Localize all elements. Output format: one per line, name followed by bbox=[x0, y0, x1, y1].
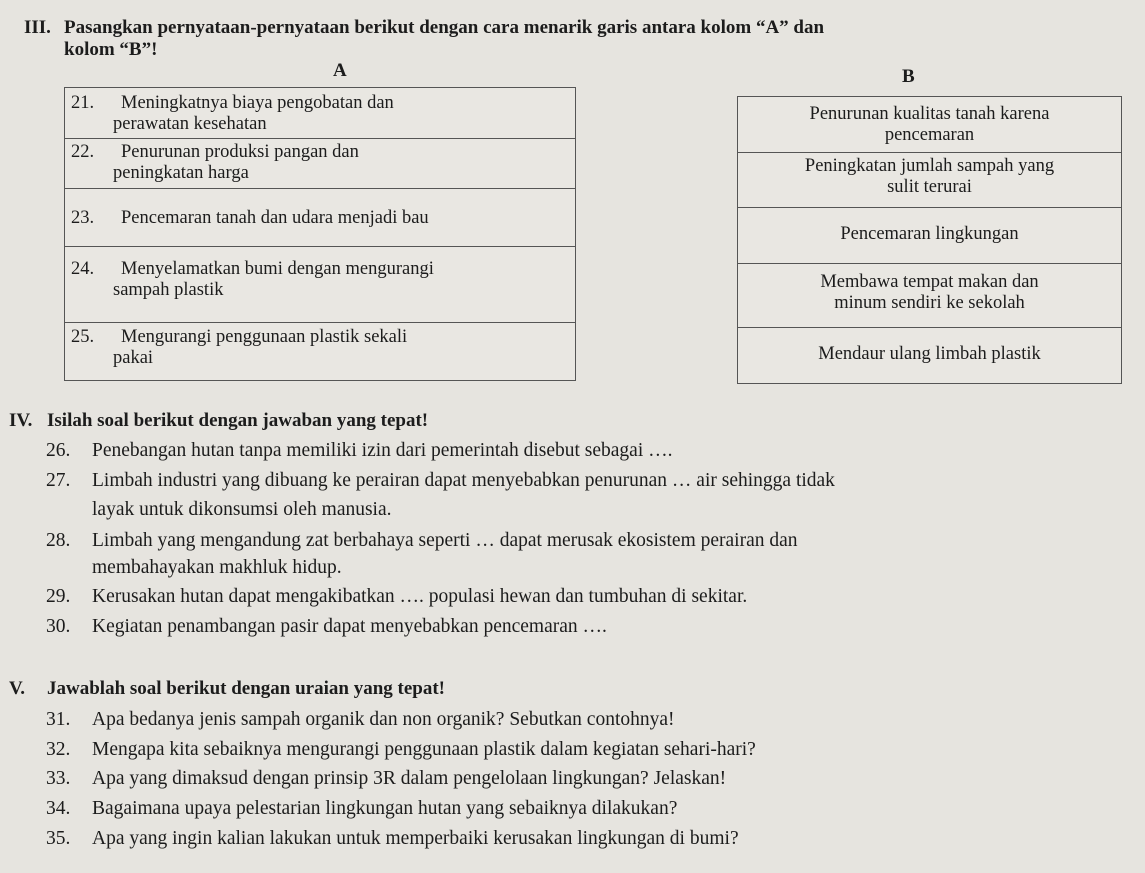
column-a-row bbox=[65, 189, 575, 247]
section-3-number: III. bbox=[24, 17, 51, 38]
essay-item bbox=[46, 825, 739, 852]
section-4-number: IV. bbox=[9, 410, 33, 431]
column-b-label: B bbox=[902, 66, 915, 87]
essay-item bbox=[46, 736, 756, 763]
question-text-cont: membahayakan makhluk hidup. bbox=[92, 557, 342, 578]
section-5-title: Jawablah soal berikut dengan uraian yang tepat! bbox=[47, 678, 446, 699]
question-number: 34. bbox=[46, 798, 71, 819]
question-text: Limbah industri yang dibuang ke perairan dapat menyebabkan penurunan … air sehingga tidak bbox=[92, 470, 835, 491]
essay-item bbox=[46, 795, 677, 822]
row-text: Membawa tempat makan dan bbox=[820, 272, 1039, 292]
row-number: 23. bbox=[71, 208, 95, 228]
row-text: Meningkatnya biaya pengobatan dan bbox=[121, 93, 394, 113]
question-item bbox=[46, 467, 835, 494]
row-text-cont: sampah plastik bbox=[113, 280, 224, 300]
column-a-label: A bbox=[333, 60, 347, 81]
row-text: Menyelamatkan bumi dengan mengurangi bbox=[121, 259, 434, 279]
row-text: Pencemaran tanah dan udara menjadi bau bbox=[121, 208, 429, 228]
question-item bbox=[46, 527, 798, 554]
question-text-cont: layak untuk dikonsumsi oleh manusia. bbox=[92, 499, 392, 520]
column-b-row bbox=[738, 208, 1121, 264]
question-item bbox=[46, 613, 607, 640]
row-number: 21. bbox=[71, 93, 95, 113]
question-text: Bagaimana upaya pelestarian lingkungan hutan yang sebaiknya dilakukan? bbox=[92, 798, 678, 819]
column-b-row bbox=[738, 97, 1121, 153]
question-item bbox=[46, 583, 747, 610]
question-number: 35. bbox=[46, 828, 71, 849]
column-b-row bbox=[738, 264, 1121, 328]
section-4-title: Isilah soal berikut dengan jawaban yang tepat! bbox=[47, 410, 429, 431]
row-text-cont: pakai bbox=[113, 348, 154, 368]
section-5-heading bbox=[9, 678, 445, 700]
row-text-cont: minum sendiri ke sekolah bbox=[834, 293, 1025, 313]
section-3-heading bbox=[24, 17, 1104, 61]
question-text: Apa yang dimaksud dengan prinsip 3R dalam pengelolaan lingkungan? Jelaskan! bbox=[92, 768, 727, 789]
row-text: Pencemaran lingkungan bbox=[840, 224, 1019, 244]
row-text-cont: pencemaran bbox=[884, 125, 975, 145]
question-text: Kegiatan penambangan pasir dapat menyebabkan pencemaran …. bbox=[92, 616, 607, 637]
row-text: Mengurangi penggunaan plastik sekali bbox=[121, 327, 408, 347]
column-a-table bbox=[64, 87, 576, 381]
question-number: 32. bbox=[46, 739, 71, 760]
section-3-title-line2: kolom “B”! bbox=[64, 39, 158, 60]
question-number: 28. bbox=[46, 530, 71, 551]
section-5-number: V. bbox=[9, 678, 26, 699]
column-a-row bbox=[65, 247, 575, 323]
question-number: 30. bbox=[46, 616, 71, 637]
row-text: Peningkatan jumlah sampah yang bbox=[804, 156, 1055, 176]
essay-item bbox=[46, 706, 675, 733]
question-text: Limbah yang mengandung zat berbahaya seperti … dapat merusak ekosistem perairan dan bbox=[92, 530, 798, 551]
question-item bbox=[46, 437, 673, 464]
question-text: Penebangan hutan tanpa memiliki izin dari pemerintah disebut sebagai …. bbox=[92, 440, 673, 461]
question-number: 29. bbox=[46, 586, 71, 607]
essay-item bbox=[46, 765, 726, 792]
column-a-row bbox=[65, 323, 575, 380]
row-number: 24. bbox=[71, 259, 95, 279]
question-text: Mengapa kita sebaiknya mengurangi penggunaan plastik dalam kegiatan sehari-hari? bbox=[92, 739, 756, 760]
row-text: Penurunan kualitas tanah karena bbox=[809, 104, 1050, 124]
column-b-table bbox=[737, 96, 1122, 384]
question-number: 33. bbox=[46, 768, 71, 789]
column-a-row bbox=[65, 88, 575, 139]
question-number: 27. bbox=[46, 470, 71, 491]
question-text: Apa yang ingin kalian lakukan untuk memperbaiki kerusakan lingkungan di bumi? bbox=[92, 828, 739, 849]
row-text-cont: perawatan kesehatan bbox=[113, 114, 267, 134]
question-number: 31. bbox=[46, 709, 71, 730]
question-text: Kerusakan hutan dapat mengakibatkan …. populasi hewan dan tumbuhan di sekitar. bbox=[92, 586, 748, 607]
question-text: Apa bedanya jenis sampah organik dan non organik? Sebutkan contohnya! bbox=[92, 709, 675, 730]
row-text-cont: sulit terurai bbox=[887, 177, 972, 197]
column-b-row bbox=[738, 328, 1121, 383]
section-4-heading bbox=[9, 410, 428, 432]
question-number: 26. bbox=[46, 440, 71, 461]
row-text: Mendaur ulang limbah plastik bbox=[818, 344, 1041, 364]
row-text-cont: peningkatan harga bbox=[113, 163, 249, 183]
column-a-row bbox=[65, 139, 575, 189]
column-b-row bbox=[738, 153, 1121, 208]
row-number: 25. bbox=[71, 327, 95, 347]
section-3-title-line1: Pasangkan pernyataan-pernyataan berikut dengan cara menarik garis antara kolom “A” dan bbox=[64, 17, 825, 38]
row-text: Penurunan produksi pangan dan bbox=[121, 142, 359, 162]
row-number: 22. bbox=[71, 142, 95, 162]
